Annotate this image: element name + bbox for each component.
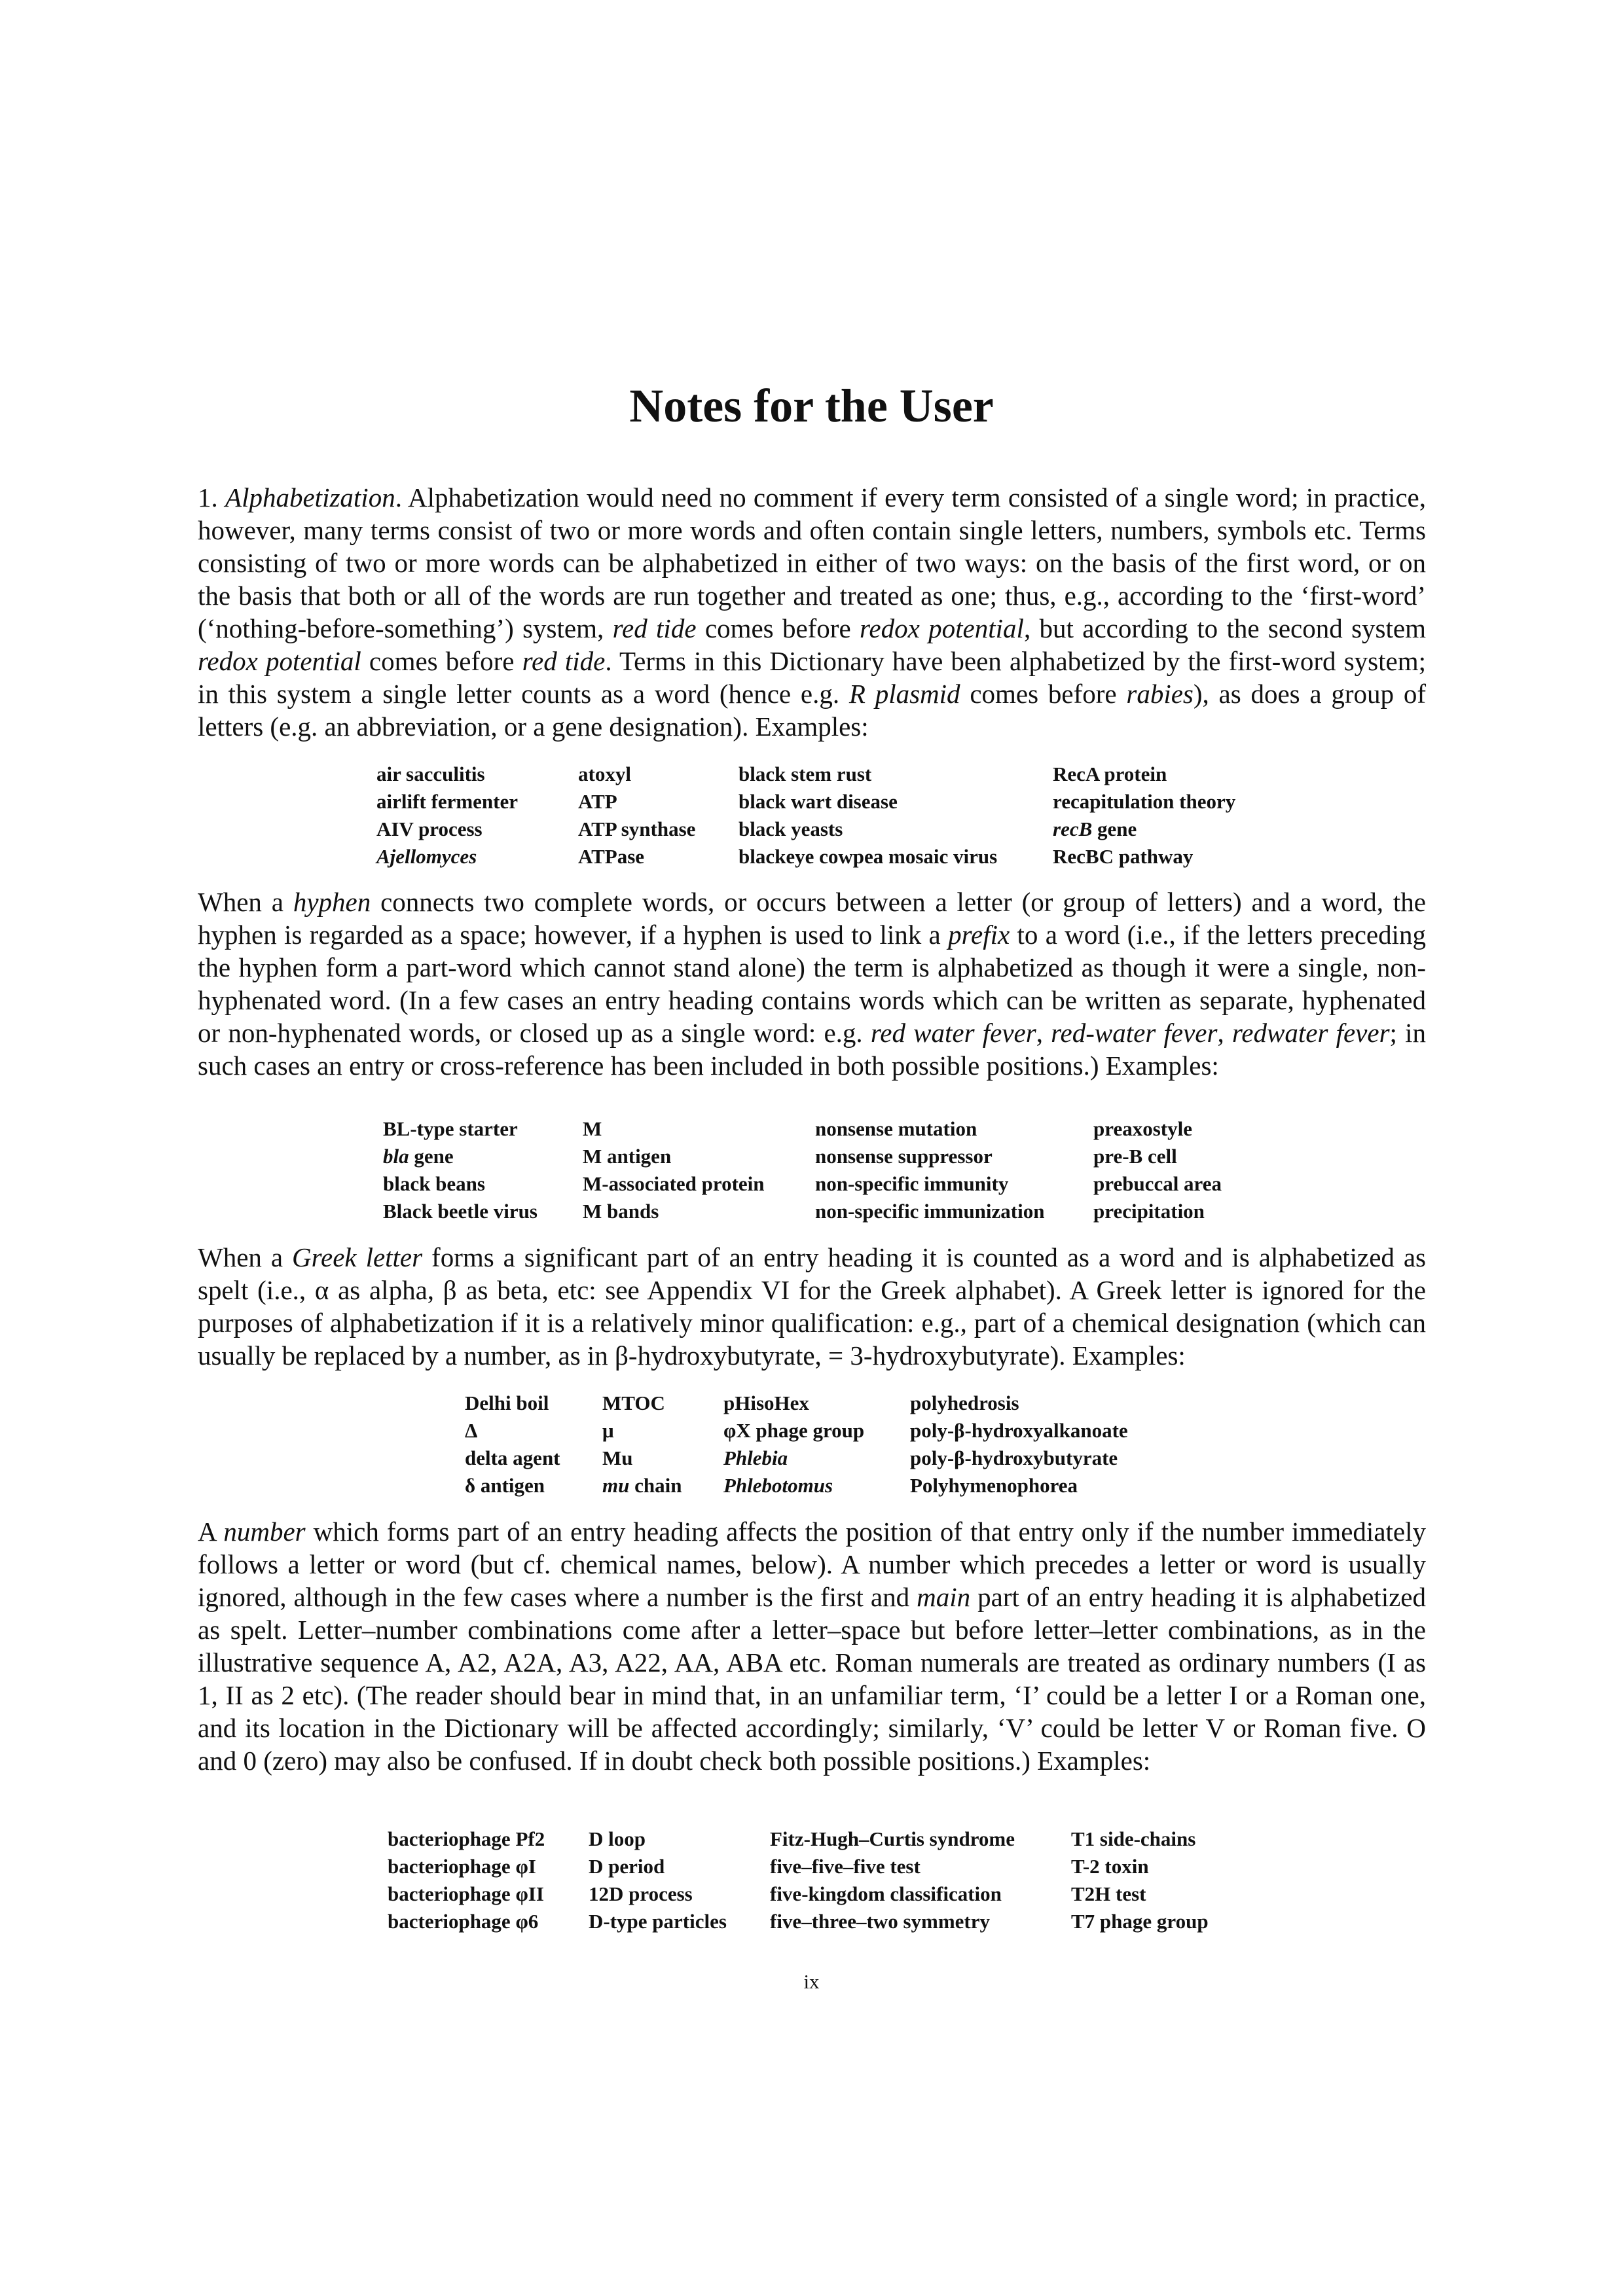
text-run: part of an entry heading it is alphabetized as spelt. Letter–number combinations come after a letter–space but before letter–letter combinations, as in the illustrative sequence A, A2, A2A, A3, A22, AA, ABA etc. Roman numerals are treated as ordinary numbers (I as 1, II as 2 etc). (The reader should bear in mind that, in an unfamiliar term, ‘I’ could be a letter I or a Roman one, and its location in the Dictionary will be affected accordingly; similarly, ‘V’ could be letter V or Roman five. O and 0 (zero) may also be confused. If in doubt check both possible positions.) Examples: <box>198 1582 1426 1776</box>
text-run: comes before <box>696 613 860 643</box>
term-run: poly-β-hydroxyalkanoate <box>910 1419 1128 1442</box>
text-run: , but according to the second system <box>1023 613 1426 643</box>
example-row <box>465 1390 1159 1417</box>
example-term <box>465 1417 602 1444</box>
example-term <box>578 843 739 870</box>
term-run: μ <box>602 1419 614 1442</box>
example-term <box>602 1444 723 1472</box>
term-run: gene <box>409 1145 454 1168</box>
paragraph-hyphen <box>198 886 1426 1082</box>
example-term <box>739 788 1053 816</box>
term-run: ATP synthase <box>578 817 696 840</box>
term-run: preaxostyle <box>1093 1117 1192 1140</box>
term-run: bacteriophage φI <box>388 1855 536 1878</box>
text-run: A <box>198 1516 224 1547</box>
term-run: T2H test <box>1071 1882 1146 1905</box>
term-run: 12D process <box>589 1882 693 1905</box>
example-row <box>376 843 1269 870</box>
example-term <box>376 816 578 843</box>
term-italic-run: Phlebia <box>723 1446 788 1469</box>
term-run: T-2 toxin <box>1071 1855 1149 1878</box>
term-run: atoxyl <box>578 762 631 785</box>
example-term <box>383 1198 583 1225</box>
example-row <box>388 1853 1228 1880</box>
examples-table-number <box>388 1825 1228 1935</box>
example-term <box>770 1853 1071 1880</box>
example-term <box>465 1444 602 1472</box>
text-run: When a <box>198 1242 292 1272</box>
term-italic-run: mu <box>602 1474 630 1497</box>
example-term <box>589 1908 770 1935</box>
example-term <box>388 1853 589 1880</box>
text-run: comes before <box>960 679 1127 709</box>
example-term <box>1053 761 1269 788</box>
term-run: precipitation <box>1093 1200 1205 1223</box>
example-row <box>383 1143 1257 1170</box>
term-run: Delhi boil <box>465 1391 549 1414</box>
example-row <box>383 1170 1257 1198</box>
term-run: M bands <box>583 1200 659 1223</box>
example-term <box>1071 1908 1228 1935</box>
example-term <box>739 816 1053 843</box>
example-term <box>578 761 739 788</box>
example-term <box>602 1390 723 1417</box>
example-term <box>1053 816 1269 843</box>
example-row <box>383 1198 1257 1225</box>
term-run: gene <box>1092 817 1137 840</box>
term-run: bacteriophage φII <box>388 1882 544 1905</box>
term-run: M <box>583 1117 602 1140</box>
text-run: , <box>1217 1018 1232 1048</box>
example-term <box>723 1472 910 1499</box>
example-term <box>723 1417 910 1444</box>
text-italic-run: main <box>917 1582 971 1612</box>
example-term <box>388 1825 589 1853</box>
paragraph-alphabetization <box>198 481 1426 743</box>
text-run: which forms part of an entry heading affects the position of that entry only if the number immediately follows a letter or word (but cf. chemical names, below). A number which precedes a letter or word is usually ignored, although in the few cases where a number is the first and <box>198 1516 1426 1612</box>
term-run: five–five–five test <box>770 1855 921 1878</box>
example-row <box>465 1444 1159 1472</box>
example-term <box>583 1198 815 1225</box>
example-term <box>602 1417 723 1444</box>
example-term <box>739 843 1053 870</box>
term-run: air sacculitis <box>376 762 485 785</box>
text-run: connects two complete words, or occurs between a letter (or group of letters) and a word, the hyphen is regarded as a space; however, if a hyphen is used to link a <box>198 887 1427 950</box>
text-italic-run: R plasmid <box>848 679 960 709</box>
term-italic-run: Phlebotomus <box>723 1474 833 1497</box>
term-italic-run: Ajellomyces <box>376 845 477 868</box>
example-term <box>578 788 739 816</box>
text-run: ; in such cases an entry or cross-reference has been included in both possible positions.) Examples: <box>198 1018 1426 1081</box>
term-italic-run: recB <box>1053 817 1093 840</box>
example-term <box>910 1417 1159 1444</box>
example-term <box>1093 1115 1257 1143</box>
example-term <box>1071 1853 1228 1880</box>
term-run: five–three–two symmetry <box>770 1910 990 1933</box>
example-term <box>583 1143 815 1170</box>
text-run: . Terms in this Dictionary have been alphabetized by the first-word system; in this system a single letter counts as a word (hence e.g. <box>198 646 1426 709</box>
text-italic-run: redwater fever <box>1231 1018 1390 1048</box>
example-term <box>589 1825 770 1853</box>
example-term <box>739 761 1053 788</box>
example-row <box>465 1472 1159 1499</box>
term-run: pre-B cell <box>1093 1145 1177 1168</box>
term-run: Polyhymenophorea <box>910 1474 1078 1497</box>
example-term <box>770 1880 1071 1908</box>
example-term <box>388 1880 589 1908</box>
term-run: polyhedrosis <box>910 1391 1019 1414</box>
paragraph-number <box>198 1515 1426 1777</box>
term-run: chain <box>629 1474 682 1497</box>
text-run: , <box>1036 1018 1051 1048</box>
text-italic-run: red water fever <box>870 1018 1036 1048</box>
example-term <box>770 1908 1071 1935</box>
example-term <box>589 1853 770 1880</box>
example-term <box>910 1390 1159 1417</box>
term-run: M antigen <box>583 1145 672 1168</box>
term-run: pHisoHex <box>723 1391 809 1414</box>
term-run: black beans <box>383 1172 485 1195</box>
term-run: Δ <box>465 1419 478 1442</box>
text-italic-run: redox potential <box>860 613 1024 643</box>
term-run: T1 side-chains <box>1071 1827 1196 1850</box>
example-term <box>383 1143 583 1170</box>
example-term <box>388 1908 589 1935</box>
example-term <box>1093 1198 1257 1225</box>
term-run: ATP <box>578 790 617 813</box>
example-term <box>1071 1880 1228 1908</box>
example-row <box>376 788 1269 816</box>
term-italic-run: bla <box>383 1145 409 1168</box>
term-run: poly-β-hydroxybutyrate <box>910 1446 1118 1469</box>
example-term <box>383 1170 583 1198</box>
example-term <box>1053 788 1269 816</box>
example-term <box>815 1115 1093 1143</box>
example-term <box>1071 1825 1228 1853</box>
example-term <box>376 843 578 870</box>
term-run: AIV process <box>376 817 483 840</box>
example-term <box>815 1170 1093 1198</box>
term-run: black wart disease <box>739 790 898 813</box>
example-term <box>910 1472 1159 1499</box>
term-run: ATPase <box>578 845 645 868</box>
term-run: recapitulation theory <box>1053 790 1236 813</box>
example-term <box>465 1390 602 1417</box>
example-row <box>376 761 1269 788</box>
examples-table-greek-letter <box>465 1390 1159 1499</box>
example-term <box>723 1390 910 1417</box>
term-run: bacteriophage Pf2 <box>388 1827 545 1850</box>
example-row <box>388 1908 1228 1935</box>
term-run: MTOC <box>602 1391 665 1414</box>
example-term <box>376 761 578 788</box>
paragraph-greek-letter <box>198 1241 1426 1372</box>
example-term <box>1053 843 1269 870</box>
text-run: When a <box>198 887 293 917</box>
term-run: RecA protein <box>1053 762 1167 785</box>
text-italic-run: redox potential <box>198 646 361 676</box>
term-run: five-kingdom classification <box>770 1882 1002 1905</box>
text-italic-run: red tide <box>612 613 697 643</box>
example-term <box>1093 1143 1257 1170</box>
text-run: . Alphabetization would need no comment if every term consisted of a single word; in practice, however, many terms consist of two or more words and often contain single letters, numbers, symbols etc. Terms consisting of two or more words can be alphabetized in either of two ways: on the basis of the first word, or on the basis that both or all of the words are run together and treated as one; thus, e.g., according to the ‘first-word’ (‘nothing-before-something’) system, <box>198 482 1426 643</box>
term-run: black stem rust <box>739 762 872 785</box>
term-run: δ antigen <box>465 1474 545 1497</box>
example-term <box>583 1115 815 1143</box>
example-term <box>583 1170 815 1198</box>
example-term <box>465 1472 602 1499</box>
example-term <box>815 1198 1093 1225</box>
example-row <box>388 1825 1228 1853</box>
examples-table-hyphen <box>383 1115 1257 1225</box>
example-row <box>383 1115 1257 1143</box>
text-run: 1. <box>198 482 226 512</box>
example-term <box>376 788 578 816</box>
text-italic-run: prefix <box>948 920 1010 950</box>
term-run: BL-type starter <box>383 1117 518 1140</box>
text-run: forms a significant part of an entry heading it is counted as a word and is alphabetized as spelt (i.e., α as alpha, β as beta, etc: see Appendix VI for the Greek alphabet). A Greek letter is ignored for the purposes of alphabetization if it is a relatively minor qualification: e.g., part of a chemical designation (which can usually be replaced by a number, as in β-hydroxybutyrate, = 3-hydroxybutyrate). Examples: <box>198 1242 1426 1371</box>
term-run: D loop <box>589 1827 646 1850</box>
term-run: Fitz-Hugh–Curtis syndrome <box>770 1827 1015 1850</box>
examples-table-alphabetization <box>376 761 1269 870</box>
text-italic-run: number <box>223 1516 306 1547</box>
term-run: prebuccal area <box>1093 1172 1222 1195</box>
text-italic-run: Alphabetization <box>225 482 395 512</box>
term-run: Black beetle virus <box>383 1200 538 1223</box>
example-row <box>465 1417 1159 1444</box>
term-run: Mu <box>602 1446 633 1469</box>
text-italic-run: red tide <box>522 646 606 676</box>
term-run: non-specific immunization <box>815 1200 1045 1223</box>
term-run: black yeasts <box>739 817 843 840</box>
text-italic-run: hyphen <box>293 887 371 917</box>
example-row <box>376 816 1269 843</box>
term-run: blackeye cowpea mosaic virus <box>739 845 998 868</box>
term-run: φX phage group <box>723 1419 865 1442</box>
example-term <box>770 1825 1071 1853</box>
term-run: nonsense mutation <box>815 1117 977 1140</box>
term-run: non-specific immunity <box>815 1172 1009 1195</box>
term-run: RecBC pathway <box>1053 845 1194 868</box>
example-term <box>910 1444 1159 1472</box>
example-term <box>383 1115 583 1143</box>
example-term <box>578 816 739 843</box>
term-run: delta agent <box>465 1446 560 1469</box>
term-run: D-type particles <box>589 1910 727 1933</box>
example-row <box>388 1880 1228 1908</box>
term-run: bacteriophage φ6 <box>388 1910 539 1933</box>
term-run: D period <box>589 1855 665 1878</box>
page-title: Notes for the User <box>629 380 994 432</box>
text-italic-run: rabies <box>1126 679 1194 709</box>
term-run: nonsense suppressor <box>815 1145 993 1168</box>
text-run: to a word (i.e., if the letters preceding the hyphen form a part-word which cannot stand alone) the term is alphabetized as though it were a single, non-hyphenated word. (In a few cases an entry heading contains words which can be written as separate, hyphenated or non-hyphenated words, or closed up as a single word: e.g. <box>198 920 1427 1048</box>
text-italic-run: red-water fever <box>1051 1018 1218 1048</box>
example-term <box>602 1472 723 1499</box>
text-run: comes before <box>361 646 522 676</box>
term-run: T7 phage group <box>1071 1910 1209 1933</box>
term-run: M-associated protein <box>583 1172 765 1195</box>
text-italic-run: Greek letter <box>291 1242 423 1272</box>
text-run: ), as does a group of letters (e.g. an abbreviation, or a gene designation). Examples: <box>198 679 1426 742</box>
example-term <box>815 1143 1093 1170</box>
example-term <box>589 1880 770 1908</box>
example-term <box>1093 1170 1257 1198</box>
term-run: airlift fermenter <box>376 790 519 813</box>
page-number: ix <box>803 1970 820 1993</box>
example-term <box>723 1444 910 1472</box>
